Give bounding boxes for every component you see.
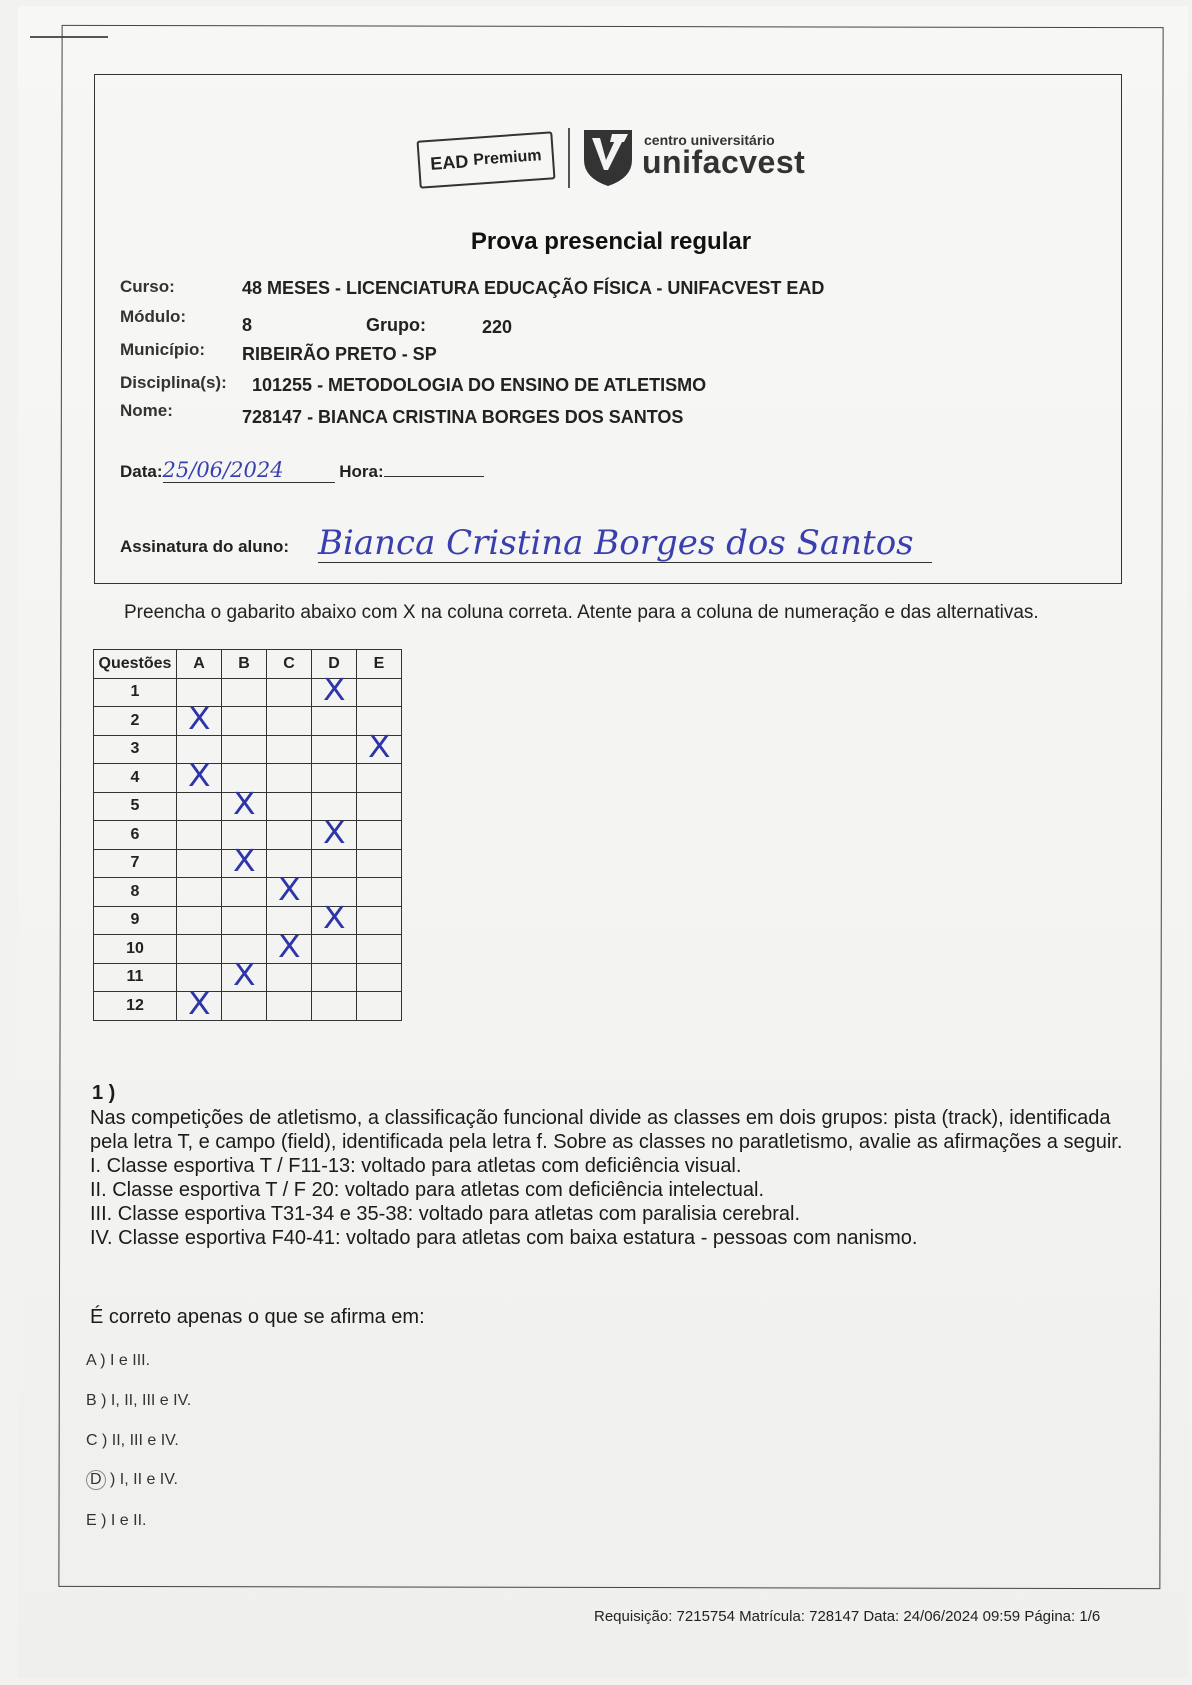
answer-cell-e	[357, 730, 402, 766]
col-d-header: D	[312, 650, 357, 679]
answer-cell-e	[357, 878, 402, 907]
answer-cell-e	[357, 992, 402, 1021]
footer-metadata: Requisição: 7215754 Matrícula: 728147 Data: 24/06/2024 09:59 Página: 1/6	[594, 1608, 1101, 1625]
answer-grid-row	[94, 735, 402, 764]
answer-grid-header	[94, 650, 402, 679]
modulo-label: Módulo:	[120, 307, 187, 326]
answer-cell-d	[312, 935, 357, 964]
question-number-cell: 3	[94, 735, 177, 764]
answer-grid-row	[94, 992, 402, 1021]
answer-cell-a	[177, 878, 222, 907]
answer-grid-row	[94, 707, 402, 736]
answer-grid	[93, 649, 402, 1021]
disciplina-label: Disciplina(s):	[120, 373, 227, 392]
disciplina-value: 101255 - METODOLOGIA DO ENSINO DE ATLETISMO	[252, 375, 707, 395]
question-number-cell: 9	[94, 906, 177, 935]
option-e-letter: E	[86, 1512, 97, 1529]
answer-cell-c	[267, 735, 312, 764]
answer-cell-a	[177, 792, 222, 821]
question-number: 1 )	[92, 1082, 116, 1104]
handwritten-x-mark: X	[232, 844, 256, 880]
handwritten-x-mark: X	[322, 901, 346, 937]
grupo-value: 220	[482, 317, 513, 337]
answer-cell-c	[267, 963, 312, 992]
question-number-cell: 1	[94, 678, 177, 707]
answer-cell-c	[267, 929, 312, 965]
question-number-cell: 6	[94, 821, 177, 850]
option-a	[86, 1352, 150, 1370]
answer-cell-b	[222, 906, 267, 935]
handwritten-x-mark: X	[187, 758, 211, 794]
handwritten-x-mark: X	[322, 815, 346, 851]
nome-value: 728147 - BIANCA CRISTINA BORGES DOS SANTOS	[242, 407, 684, 427]
handwritten-x-mark: X	[277, 872, 301, 908]
answer-cell-d	[312, 764, 357, 793]
option-b	[86, 1392, 191, 1410]
nome-label: Nome:	[120, 401, 173, 420]
answer-cell-b	[222, 707, 267, 736]
uni-name-text: unifacvest	[642, 144, 806, 180]
data-hora-row	[120, 458, 484, 483]
answer-cell-c	[267, 821, 312, 850]
ead-premium-logo	[416, 131, 555, 188]
option-a-letter: A	[86, 1352, 96, 1369]
question-number-cell: 2	[94, 707, 177, 736]
statement-1: I. Classe esportiva T / F11-13: voltado para atletas com deficiência visual.	[90, 1155, 742, 1177]
option-e	[86, 1512, 146, 1530]
question-number-cell: 5	[94, 792, 177, 821]
answer-cell-a	[177, 758, 222, 794]
col-c-header: C	[267, 650, 312, 679]
instruction-text: Preencha o gabarito abaixo com X na coluna correta. Atente para a coluna de numeração e das alternativas.	[124, 602, 1039, 623]
answer-cell-e	[357, 963, 402, 992]
answer-cell-a	[177, 906, 222, 935]
hora-label: Hora:	[339, 462, 384, 481]
answer-cell-b	[222, 735, 267, 764]
answer-cell-c	[267, 678, 312, 707]
answer-cell-c	[267, 872, 312, 908]
handwritten-x-mark: X	[187, 701, 211, 737]
handwritten-x-mark: X	[367, 730, 391, 766]
answer-cell-b	[222, 787, 267, 823]
answer-cell-d	[312, 707, 357, 736]
statement-4: IV. Classe esportiva F40-41: voltado para atletas com baixa estatura - pessoas com nanismo.	[90, 1227, 918, 1249]
answer-cell-b	[222, 844, 267, 880]
curso-label: Curso:	[120, 277, 175, 296]
answer-cell-e	[357, 678, 402, 707]
option-d	[86, 1470, 178, 1490]
answer-cell-d	[312, 901, 357, 937]
answer-cell-d	[312, 735, 357, 764]
question-number-cell: 10	[94, 935, 177, 964]
answer-cell-b	[222, 678, 267, 707]
handwritten-x-mark: X	[322, 673, 346, 709]
question-number-cell: 12	[94, 992, 177, 1021]
logo-area	[418, 124, 806, 186]
page-title: Prova presencial regular	[470, 228, 752, 255]
municipio-label: Município:	[120, 340, 205, 359]
answer-cell-a	[177, 821, 222, 850]
unifacvest-shield-icon	[580, 126, 636, 188]
question-number-cell: 7	[94, 849, 177, 878]
handwritten-x-mark: X	[187, 986, 211, 1022]
answer-cell-e	[357, 849, 402, 878]
question-intro: Nas competições de atletismo, a classificação funcional divide as classes em dois grupos: pista (track), identificada pela letra T, e campo (field), identificada pela letra f. Sobre as classes no paratletismo, avalie as afirmações a seguir.	[90, 1107, 1123, 1153]
answer-cell-b	[222, 958, 267, 994]
answer-grid-row	[94, 792, 402, 821]
answer-grid-row	[94, 678, 402, 707]
modulo-value: 8	[242, 315, 253, 335]
data-label: Data:	[120, 462, 163, 481]
option-c-text: ) II, III e IV.	[97, 1432, 179, 1449]
assinatura-label: Assinatura do aluno:	[120, 537, 290, 556]
uni-small-text: centro universitário	[644, 132, 775, 148]
assinatura-row	[120, 537, 289, 557]
answer-cell-b	[222, 878, 267, 907]
question-prompt: É correto apenas o que se afirma em:	[90, 1306, 425, 1328]
handwritten-x-mark: X	[232, 958, 256, 994]
hora-blank	[384, 458, 484, 477]
answer-grid-row	[94, 963, 402, 992]
municipio-value: RIBEIRÃO PRETO - SP	[242, 344, 437, 364]
option-e-text: ) I e II.	[96, 1512, 147, 1529]
option-c	[86, 1432, 179, 1450]
answer-cell-d	[312, 815, 357, 851]
question-number-cell: 8	[94, 878, 177, 907]
option-c-letter: C	[86, 1432, 98, 1449]
answer-grid-row	[94, 849, 402, 878]
curso-value: 48 MESES - LICENCIATURA EDUCAÇÃO FÍSICA - UNIFACVEST EAD	[242, 278, 825, 298]
option-b-text: ) I, II, III e IV.	[96, 1392, 192, 1409]
answer-cell-c	[267, 707, 312, 736]
answer-cell-e	[357, 935, 402, 964]
option-b-letter: B	[86, 1392, 97, 1409]
ead-premium-word: Premium	[472, 147, 543, 169]
answer-cell-d	[312, 992, 357, 1021]
logo-divider	[568, 128, 570, 188]
answer-cell-e	[357, 821, 402, 850]
option-a-text: ) I e III.	[95, 1352, 151, 1369]
option-d-letter-circled: D	[86, 1470, 106, 1490]
answer-cell-c	[267, 992, 312, 1021]
answer-cell-a	[177, 701, 222, 737]
handwritten-x-mark: X	[232, 787, 256, 823]
statement-2: II. Classe esportiva T / F 20: voltado para atletas com deficiência intelectual.	[90, 1179, 765, 1201]
answer-grid-body	[94, 673, 402, 1022]
signature: Bianca Cristina Borges dos Santos	[318, 524, 932, 563]
option-d-text: ) I, II e IV.	[105, 1471, 178, 1488]
answer-cell-e	[357, 764, 402, 793]
answer-cell-d	[312, 673, 357, 709]
answer-cell-a	[177, 849, 222, 878]
data-value: 25/06/2024	[163, 458, 335, 483]
question-number-cell: 4	[94, 764, 177, 793]
question-number-cell: 11	[94, 963, 177, 992]
answer-cell-a	[177, 935, 222, 964]
answer-grid-row	[94, 906, 402, 935]
answer-cell-e	[357, 906, 402, 935]
answer-cell-d	[312, 963, 357, 992]
col-a-header: A	[177, 650, 222, 679]
answer-grid-row	[94, 878, 402, 907]
answer-cell-d	[312, 849, 357, 878]
ead-word: EAD	[429, 150, 469, 174]
col-b-header: B	[222, 650, 267, 679]
answer-cell-e	[357, 792, 402, 821]
statement-3: III. Classe esportiva T31-34 e 35-38: voltado para atletas com paralisia cerebral.	[90, 1203, 800, 1225]
questoes-header: Questões	[94, 650, 177, 679]
answer-cell-b	[222, 992, 267, 1021]
grupo-label: Grupo:	[366, 315, 426, 335]
answer-cell-c	[267, 792, 312, 821]
col-e-header: E	[357, 650, 402, 679]
answer-cell-a	[177, 986, 222, 1022]
question-body	[90, 1106, 1130, 1250]
handwritten-x-mark: X	[277, 929, 301, 965]
answer-cell-c	[267, 764, 312, 793]
